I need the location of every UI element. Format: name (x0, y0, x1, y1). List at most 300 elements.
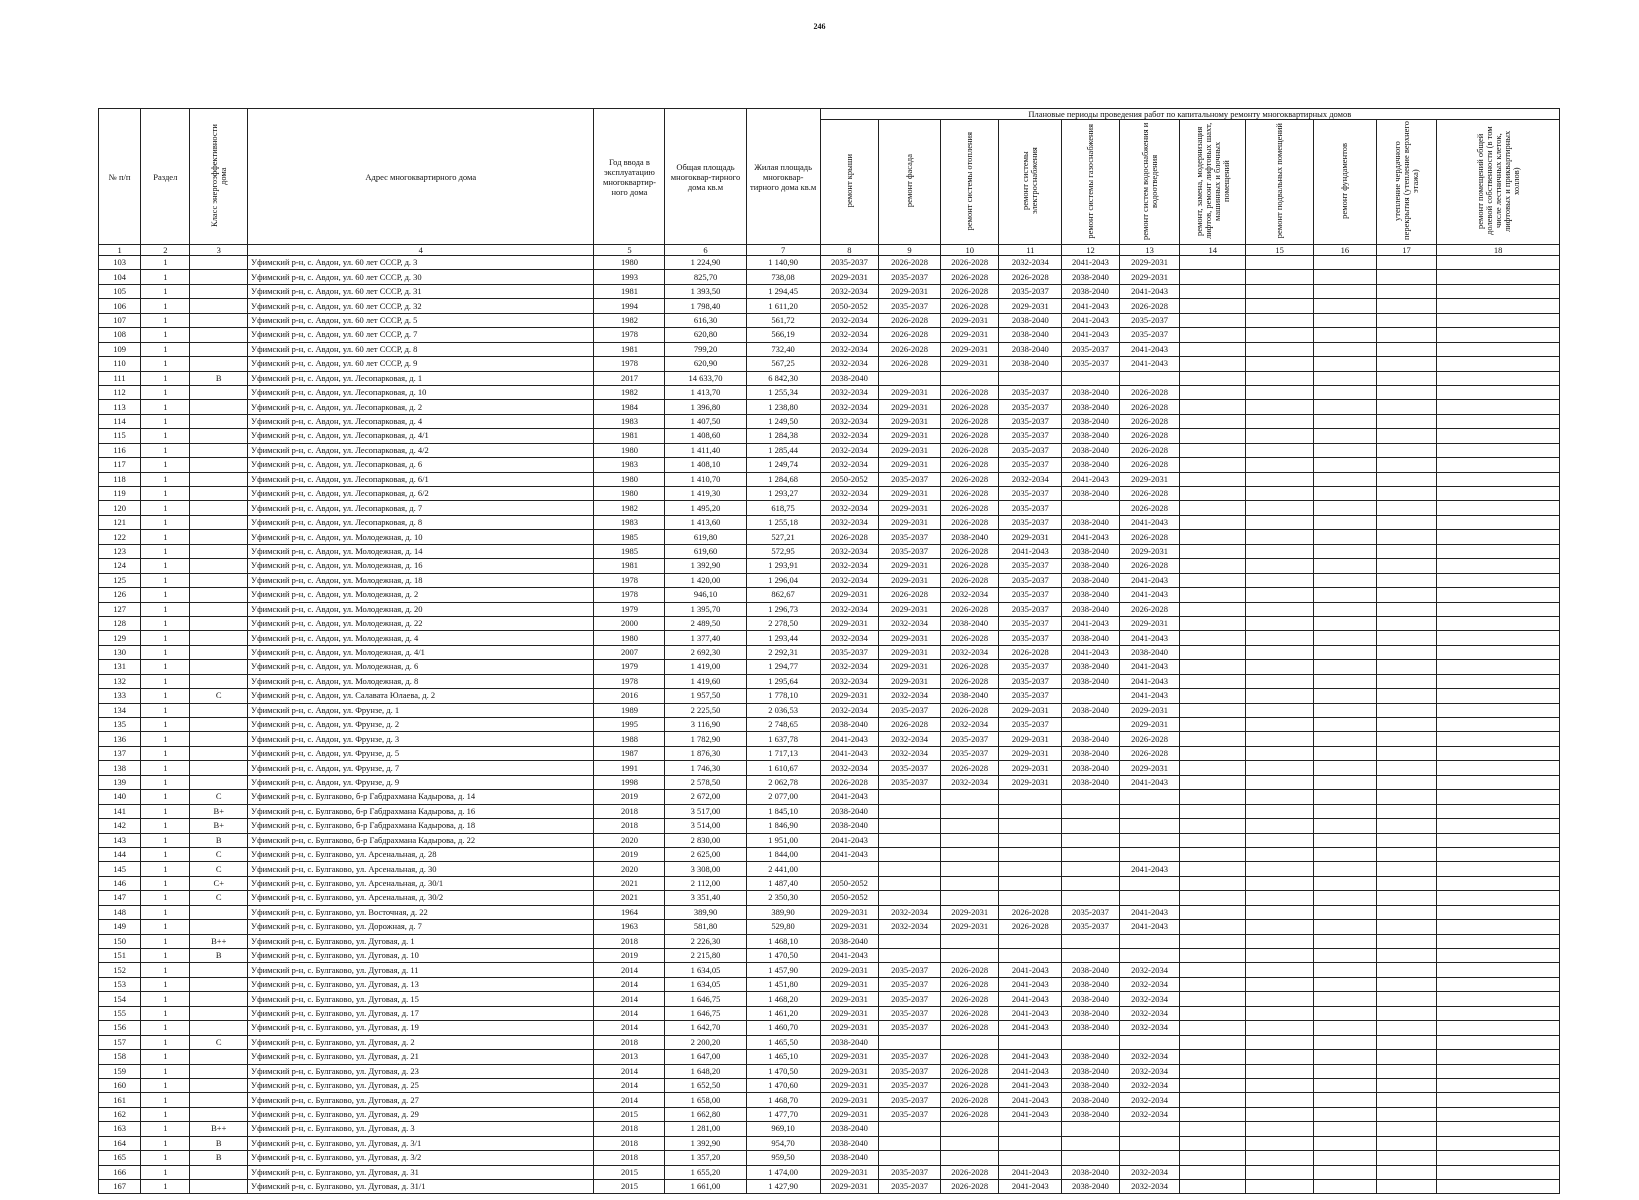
cell-section: 1 (141, 1136, 190, 1150)
cell-energy-class (190, 328, 248, 342)
cell-basement (1246, 660, 1314, 674)
cell-basement (1246, 761, 1314, 775)
column-index: 6 (665, 245, 746, 256)
cell-facade: 2032-2034 (879, 689, 941, 703)
cell-living-area: 1 470,50 (746, 1064, 820, 1078)
cell-address: Уфимский р-н, с. Авдон, ул. 60 лет СССР, д. 5 (248, 313, 594, 327)
cell-attic (1376, 588, 1437, 602)
cell-electric (999, 371, 1062, 385)
cell-energy-class (190, 256, 248, 270)
cell-common-premises (1437, 631, 1560, 645)
cell-roof: 2035-2037 (820, 645, 879, 659)
cell-section: 1 (141, 1180, 190, 1194)
cell-roof: 2050-2052 (820, 299, 879, 313)
cell-basement (1246, 992, 1314, 1006)
cell-electric: 2026-2028 (999, 905, 1062, 919)
cell-num: 147 (99, 891, 141, 905)
cell-num: 159 (99, 1064, 141, 1078)
cell-energy-class (190, 905, 248, 919)
cell-energy-class (190, 458, 248, 472)
cell-total-area: 1 224,90 (665, 256, 746, 270)
cell-water (1119, 876, 1180, 890)
cell-roof: 2032-2034 (820, 559, 879, 573)
cell-basement (1246, 342, 1314, 356)
cell-heating: 2026-2028 (940, 515, 999, 529)
table-row (99, 313, 1560, 327)
cell-roof: 2038-2040 (820, 1151, 879, 1165)
cell-elevators (1180, 530, 1246, 544)
cell-energy-class (190, 616, 248, 630)
cell-year: 2013 (594, 1050, 665, 1064)
cell-section: 1 (141, 1107, 190, 1121)
cell-common-premises (1437, 963, 1560, 977)
cell-heating: 2032-2034 (940, 588, 999, 602)
table-row (99, 1021, 1560, 1035)
cell-common-premises (1437, 1180, 1560, 1194)
cell-electric: 2035-2037 (999, 631, 1062, 645)
cell-attic (1376, 544, 1437, 558)
cell-facade: 2029-2031 (879, 385, 941, 399)
cell-foundation (1314, 616, 1377, 630)
cell-elevators (1180, 1064, 1246, 1078)
cell-elevators (1180, 1165, 1246, 1179)
cell-year: 2018 (594, 1122, 665, 1136)
cell-address: Уфимский р-н, с. Авдон, ул. Фрунзе, д. 3 (248, 732, 594, 746)
cell-attic (1376, 270, 1437, 284)
cell-facade (879, 949, 941, 963)
cell-water: 2026-2028 (1119, 732, 1180, 746)
cell-total-area: 1 957,50 (665, 689, 746, 703)
cell-energy-class (190, 1078, 248, 1092)
cell-living-area: 1 457,90 (746, 963, 820, 977)
cell-attic (1376, 992, 1437, 1006)
cell-gas: 2038-2040 (1062, 1064, 1120, 1078)
cell-water: 2032-2034 (1119, 1180, 1180, 1194)
cell-roof: 2032-2034 (820, 602, 879, 616)
cell-living-area: 1 470,60 (746, 1078, 820, 1092)
cell-address: Уфимский р-н, с. Булгаково, ул. Дуговая, д. 3 (248, 1122, 594, 1136)
cell-water: 2032-2034 (1119, 977, 1180, 991)
cell-facade: 2032-2034 (879, 746, 941, 760)
cell-energy-class: B+ (190, 819, 248, 833)
cell-elevators (1180, 761, 1246, 775)
cell-address: Уфимский р-н, с. Булгаково, б-р Габдрахмана Кадырова, д. 18 (248, 819, 594, 833)
cell-foundation (1314, 660, 1377, 674)
cell-section: 1 (141, 1151, 190, 1165)
cell-year: 1979 (594, 660, 665, 674)
cell-elevators (1180, 544, 1246, 558)
cell-electric: 2029-2031 (999, 530, 1062, 544)
cell-address: Уфимский р-н, с. Булгаково, ул. Дуговая, д. 31/1 (248, 1180, 594, 1194)
table-row (99, 515, 1560, 529)
cell-common-premises (1437, 645, 1560, 659)
table-row (99, 718, 1560, 732)
cell-elevators (1180, 385, 1246, 399)
cell-section: 1 (141, 645, 190, 659)
cell-energy-class (190, 645, 248, 659)
cell-address: Уфимский р-н, с. Булгаково, ул. Дуговая, д. 3/2 (248, 1151, 594, 1165)
cell-roof: 2038-2040 (820, 819, 879, 833)
cell-gas: 2038-2040 (1062, 284, 1120, 298)
cell-roof: 2032-2034 (820, 515, 879, 529)
cell-section: 1 (141, 1165, 190, 1179)
cell-energy-class: C (190, 847, 248, 861)
cell-basement (1246, 977, 1314, 991)
cell-water: 2029-2031 (1119, 616, 1180, 630)
cell-living-area: 969,10 (746, 1122, 820, 1136)
cell-total-area: 2 215,80 (665, 949, 746, 963)
cell-address: Уфимский р-н, с. Авдон, ул. 60 лет СССР, д. 7 (248, 328, 594, 342)
cell-section: 1 (141, 1035, 190, 1049)
cell-basement (1246, 920, 1314, 934)
cell-foundation (1314, 313, 1377, 327)
cell-heating: 2032-2034 (940, 645, 999, 659)
cell-year: 1991 (594, 761, 665, 775)
cell-section: 1 (141, 429, 190, 443)
cell-year: 2014 (594, 1064, 665, 1078)
cell-roof: 2032-2034 (820, 313, 879, 327)
cell-foundation (1314, 746, 1377, 760)
cell-electric: 2041-2043 (999, 1165, 1062, 1179)
cell-energy-class (190, 429, 248, 443)
cell-foundation (1314, 718, 1377, 732)
cell-num: 164 (99, 1136, 141, 1150)
cell-num: 137 (99, 746, 141, 760)
cell-elevators (1180, 992, 1246, 1006)
cell-living-area: 1 293,44 (746, 631, 820, 645)
cell-common-premises (1437, 732, 1560, 746)
column-index: 2 (141, 245, 190, 256)
cell-gas (1062, 847, 1120, 861)
cell-common-premises (1437, 256, 1560, 270)
cell-attic (1376, 443, 1437, 457)
cell-heating: 2026-2028 (940, 487, 999, 501)
cell-living-area: 1 451,80 (746, 977, 820, 991)
cell-gas: 2041-2043 (1062, 299, 1120, 313)
cell-heating: 2026-2028 (940, 458, 999, 472)
table-row (99, 876, 1560, 890)
cell-common-premises (1437, 1050, 1560, 1064)
cell-common-premises (1437, 357, 1560, 371)
cell-living-area: 1 296,04 (746, 573, 820, 587)
cell-water: 2041-2043 (1119, 573, 1180, 587)
table-row (99, 992, 1560, 1006)
cell-basement (1246, 674, 1314, 688)
cell-common-premises (1437, 833, 1560, 847)
cell-address: Уфимский р-н, с. Булгаково, ул. Дуговая, д. 2 (248, 1035, 594, 1049)
cell-year: 1978 (594, 674, 665, 688)
cell-gas (1062, 949, 1120, 963)
cell-address: Уфимский р-н, с. Авдон, ул. Салавата Юлаева, д. 2 (248, 689, 594, 703)
cell-foundation (1314, 790, 1377, 804)
cell-electric (999, 862, 1062, 876)
capital-repair-table (98, 108, 1560, 1194)
cell-basement (1246, 400, 1314, 414)
cell-water: 2026-2028 (1119, 559, 1180, 573)
page-number: 246 (813, 22, 826, 31)
cell-basement (1246, 949, 1314, 963)
cell-num: 127 (99, 602, 141, 616)
cell-section: 1 (141, 1064, 190, 1078)
table-row (99, 472, 1560, 486)
column-index: 1 (99, 245, 141, 256)
cell-energy-class (190, 631, 248, 645)
cell-energy-class (190, 530, 248, 544)
cell-section: 1 (141, 400, 190, 414)
cell-water: 2041-2043 (1119, 588, 1180, 602)
cell-basement (1246, 934, 1314, 948)
cell-attic (1376, 342, 1437, 356)
cell-attic (1376, 1165, 1437, 1179)
cell-electric (999, 1122, 1062, 1136)
cell-electric (999, 1151, 1062, 1165)
cell-basement (1246, 1064, 1314, 1078)
cell-electric: 2041-2043 (999, 1064, 1062, 1078)
cell-total-area: 1 413,60 (665, 515, 746, 529)
cell-address: Уфимский р-н, с. Булгаково, ул. Дуговая, д. 10 (248, 949, 594, 963)
header-work-basement: ремонт подвальных помещений (1246, 120, 1314, 245)
cell-heating (940, 819, 999, 833)
cell-total-area: 825,70 (665, 270, 746, 284)
cell-common-premises (1437, 1107, 1560, 1121)
cell-roof: 2050-2052 (820, 472, 879, 486)
cell-water: 2026-2028 (1119, 530, 1180, 544)
cell-total-area: 1 408,10 (665, 458, 746, 472)
cell-electric: 2035-2037 (999, 487, 1062, 501)
table-row (99, 573, 1560, 587)
cell-gas: 2038-2040 (1062, 443, 1120, 457)
cell-water (1119, 804, 1180, 818)
cell-electric: 2029-2031 (999, 761, 1062, 775)
cell-year: 2020 (594, 862, 665, 876)
cell-gas (1062, 891, 1120, 905)
cell-heating (940, 1035, 999, 1049)
cell-foundation (1314, 544, 1377, 558)
cell-facade: 2035-2037 (879, 1021, 941, 1035)
cell-num: 125 (99, 573, 141, 587)
cell-foundation (1314, 299, 1377, 313)
cell-energy-class (190, 703, 248, 717)
cell-num: 161 (99, 1093, 141, 1107)
cell-section: 1 (141, 833, 190, 847)
cell-electric: 2035-2037 (999, 443, 1062, 457)
cell-living-area: 389,90 (746, 905, 820, 919)
cell-electric (999, 891, 1062, 905)
cell-common-premises (1437, 920, 1560, 934)
cell-year: 1964 (594, 905, 665, 919)
cell-address: Уфимский р-н, с. Булгаково, ул. Дуговая, д. 25 (248, 1078, 594, 1092)
cell-living-area: 1 294,77 (746, 660, 820, 674)
cell-elevators (1180, 920, 1246, 934)
cell-elevators (1180, 977, 1246, 991)
cell-living-area: 1 778,10 (746, 689, 820, 703)
cell-energy-class (190, 515, 248, 529)
cell-year: 1982 (594, 313, 665, 327)
cell-electric: 2041-2043 (999, 1078, 1062, 1092)
cell-water: 2029-2031 (1119, 718, 1180, 732)
cell-foundation (1314, 400, 1377, 414)
cell-facade: 2035-2037 (879, 544, 941, 558)
cell-address: Уфимский р-н, с. Авдон, ул. Молодежная, д. 18 (248, 573, 594, 587)
cell-roof: 2032-2034 (820, 660, 879, 674)
cell-address: Уфимский р-н, с. Булгаково, ул. Восточная, д. 22 (248, 905, 594, 919)
cell-water: 2041-2043 (1119, 515, 1180, 529)
cell-attic (1376, 487, 1437, 501)
cell-water: 2041-2043 (1119, 775, 1180, 789)
table-row (99, 443, 1560, 457)
cell-foundation (1314, 732, 1377, 746)
cell-electric: 2029-2031 (999, 703, 1062, 717)
cell-num: 115 (99, 429, 141, 443)
cell-total-area: 1 419,60 (665, 674, 746, 688)
cell-year: 2021 (594, 891, 665, 905)
cell-heating: 2035-2037 (940, 732, 999, 746)
cell-section: 1 (141, 862, 190, 876)
cell-energy-class: C (190, 1035, 248, 1049)
cell-common-premises (1437, 385, 1560, 399)
cell-water: 2041-2043 (1119, 862, 1180, 876)
cell-address: Уфимский р-н, с. Авдон, ул. Лесопарковая, д. 6/2 (248, 487, 594, 501)
cell-facade (879, 1151, 941, 1165)
cell-year: 2014 (594, 1093, 665, 1107)
cell-attic (1376, 660, 1437, 674)
cell-electric: 2032-2034 (999, 472, 1062, 486)
cell-common-premises (1437, 934, 1560, 948)
column-index: 11 (999, 245, 1062, 256)
cell-water: 2026-2028 (1119, 414, 1180, 428)
cell-attic (1376, 429, 1437, 443)
cell-attic (1376, 804, 1437, 818)
table-row (99, 1093, 1560, 1107)
table-row (99, 862, 1560, 876)
cell-facade (879, 891, 941, 905)
cell-address: Уфимский р-н, с. Авдон, ул. Фрунзе, д. 1 (248, 703, 594, 717)
cell-total-area: 1 634,05 (665, 977, 746, 991)
cell-basement (1246, 1078, 1314, 1092)
cell-basement (1246, 862, 1314, 876)
cell-gas (1062, 371, 1120, 385)
cell-num: 116 (99, 443, 141, 457)
cell-heating: 2029-2031 (940, 328, 999, 342)
cell-common-premises (1437, 313, 1560, 327)
column-index: 9 (879, 245, 941, 256)
cell-facade (879, 371, 941, 385)
cell-heating: 2026-2028 (940, 1093, 999, 1107)
cell-attic (1376, 458, 1437, 472)
cell-total-area: 1 648,20 (665, 1064, 746, 1078)
cell-attic (1376, 299, 1437, 313)
cell-water: 2026-2028 (1119, 746, 1180, 760)
cell-section: 1 (141, 746, 190, 760)
header-total-area: Общая площадь многоквар-тирного дома кв.м (665, 109, 746, 245)
cell-water: 2038-2040 (1119, 645, 1180, 659)
cell-living-area: 1 249,74 (746, 458, 820, 472)
cell-facade (879, 790, 941, 804)
cell-living-area: 1 293,27 (746, 487, 820, 501)
cell-address: Уфимский р-н, с. Авдон, ул. Молодежная, д. 2 (248, 588, 594, 602)
cell-elevators (1180, 862, 1246, 876)
cell-facade: 2026-2028 (879, 718, 941, 732)
cell-common-premises (1437, 689, 1560, 703)
cell-heating (940, 790, 999, 804)
table-row (99, 891, 1560, 905)
cell-gas: 2038-2040 (1062, 429, 1120, 443)
cell-basement (1246, 458, 1314, 472)
cell-common-premises (1437, 588, 1560, 602)
cell-foundation (1314, 819, 1377, 833)
cell-water: 2032-2034 (1119, 963, 1180, 977)
cell-roof: 2032-2034 (820, 357, 879, 371)
cell-common-premises (1437, 501, 1560, 515)
cell-roof: 2029-2031 (820, 1078, 879, 1092)
cell-num: 141 (99, 804, 141, 818)
cell-basement (1246, 645, 1314, 659)
cell-facade: 2029-2031 (879, 660, 941, 674)
cell-facade (879, 804, 941, 818)
cell-attic (1376, 977, 1437, 991)
cell-energy-class: C (190, 891, 248, 905)
cell-roof: 2032-2034 (820, 400, 879, 414)
cell-gas: 2038-2040 (1062, 674, 1120, 688)
cell-basement (1246, 414, 1314, 428)
table-row (99, 602, 1560, 616)
cell-address: Уфимский р-н, с. Авдон, ул. Лесопарковая, д. 4/1 (248, 429, 594, 443)
cell-common-premises (1437, 790, 1560, 804)
cell-energy-class (190, 963, 248, 977)
cell-basement (1246, 429, 1314, 443)
cell-year: 2016 (594, 689, 665, 703)
cell-heating: 2026-2028 (940, 1064, 999, 1078)
cell-water: 2041-2043 (1119, 689, 1180, 703)
cell-attic (1376, 1006, 1437, 1020)
cell-living-area: 1 611,20 (746, 299, 820, 313)
cell-basement (1246, 703, 1314, 717)
cell-section: 1 (141, 284, 190, 298)
cell-num: 114 (99, 414, 141, 428)
cell-electric: 2041-2043 (999, 1107, 1062, 1121)
cell-year: 1985 (594, 530, 665, 544)
cell-section: 1 (141, 385, 190, 399)
cell-water (1119, 934, 1180, 948)
cell-living-area: 618,75 (746, 501, 820, 515)
cell-living-area: 1 846,90 (746, 819, 820, 833)
cell-year: 1984 (594, 400, 665, 414)
cell-common-premises (1437, 616, 1560, 630)
cell-gas (1062, 876, 1120, 890)
cell-energy-class: B++ (190, 1122, 248, 1136)
cell-section: 1 (141, 299, 190, 313)
cell-facade (879, 934, 941, 948)
cell-common-premises (1437, 270, 1560, 284)
cell-foundation (1314, 804, 1377, 818)
cell-year: 1978 (594, 357, 665, 371)
cell-heating: 2029-2031 (940, 920, 999, 934)
cell-attic (1376, 963, 1437, 977)
cell-energy-class: B+ (190, 804, 248, 818)
cell-basement (1246, 501, 1314, 515)
cell-living-area: 1 487,40 (746, 876, 820, 890)
cell-total-area: 2 225,50 (665, 703, 746, 717)
cell-attic (1376, 1064, 1437, 1078)
cell-roof: 2029-2031 (820, 616, 879, 630)
table-row (99, 1006, 1560, 1020)
cell-heating (940, 1136, 999, 1150)
cell-facade: 2035-2037 (879, 1165, 941, 1179)
cell-energy-class (190, 284, 248, 298)
table-row (99, 934, 1560, 948)
cell-water (1119, 819, 1180, 833)
cell-num: 111 (99, 371, 141, 385)
